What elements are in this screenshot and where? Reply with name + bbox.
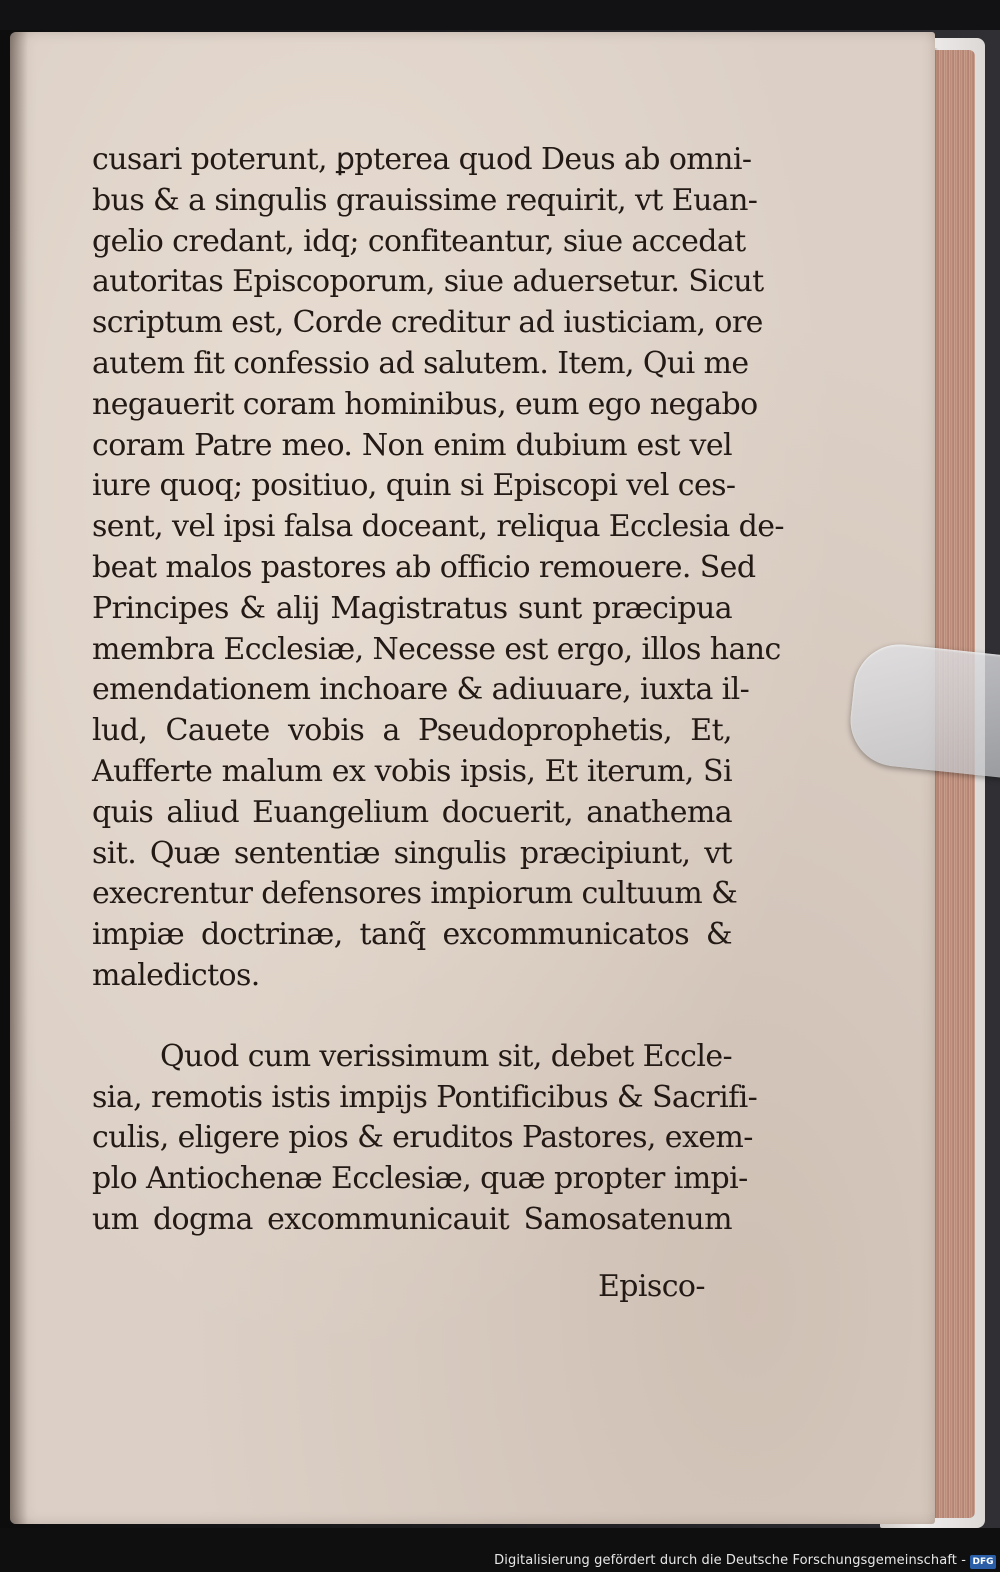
scan-top-band: [0, 0, 1000, 30]
text-line: cusari poterunt, ꝑpterea quod Deus ab omni-: [92, 142, 752, 177]
text-line: Aufferte malum ex vobis ipsis, Et iterum, Si: [92, 753, 732, 789]
text-line: iure quoq; positiuo, quin si Episcopi vel ces-: [92, 468, 736, 504]
text-line: um dogma excommunicauit Samosatenum: [92, 1201, 732, 1237]
text-line: sit. Quæ sententiæ singulis præcipiunt, vt: [92, 835, 732, 871]
paragraph-gap: [92, 997, 732, 1037]
text-line: maledictos.: [92, 957, 260, 993]
gutter-shadow: [10, 32, 28, 1524]
text-line: negauerit coram hominibus, eum ego negabo: [92, 386, 758, 422]
text-line: bus & a singulis grauissime requirit, vt Euan-: [92, 182, 758, 218]
text-line: gelio credant, idq; confiteantur, siue accedat: [92, 223, 746, 259]
text-line: execrentur defensores impiorum cultuum &: [92, 876, 738, 912]
text-line: coram Patre meo. Non enim dubium est vel: [92, 427, 732, 463]
text-line: quis aliud Euangelium docuerit, anathema: [92, 794, 732, 830]
text-line: autoritas Episcoporum, siue aduersetur. Sicut: [92, 264, 764, 300]
text-line: emendationem inchoare & adiuuare, iuxta il-: [92, 672, 750, 708]
text-line: plo Antiochenæ Ecclesiæ, quæ propter impi-: [92, 1161, 748, 1197]
text-line: impiæ doctrinæ, tanq̃ excommunicatos &: [92, 917, 732, 953]
dfg-logo: DFG: [970, 1555, 996, 1569]
text-line: sent, vel ipsi falsa doceant, reliqua Ecclesia de-: [92, 509, 784, 545]
text-line: membra Ecclesiæ, Necesse est ergo, illos hanc: [92, 631, 781, 667]
funding-credit: Digitalisierung gefördert durch die Deutsche Forschungsgemeinschaft -: [494, 1553, 966, 1568]
text-line: autem fit confessio ad salutem. Item, Qui me: [92, 345, 749, 381]
text-line: beat malos pastores ab officio remouere. Sed: [92, 549, 756, 585]
text-line: Principes & alij Magistratus sunt præcipua: [92, 590, 732, 626]
text-line: sia, remotis istis impijs Pontificibus & Sacrifi-: [92, 1079, 758, 1115]
body-text: [92, 140, 784, 1241]
text-line: culis, eligere pios & eruditos Pastores, exem-: [92, 1120, 753, 1156]
text-line: scriptum est, Corde creditur ad iusticiam, ore: [92, 305, 763, 341]
page-tab-marker: [846, 640, 1000, 778]
text-line: Quod cum verissimum sit, debet Eccle-: [160, 1038, 733, 1074]
footer-bar: [0, 1528, 1000, 1572]
text-line: lud, Cauete vobis a Pseudoprophetis, Et,: [92, 713, 732, 749]
catchword: Episco-: [598, 1269, 705, 1304]
book-page: [10, 32, 935, 1524]
